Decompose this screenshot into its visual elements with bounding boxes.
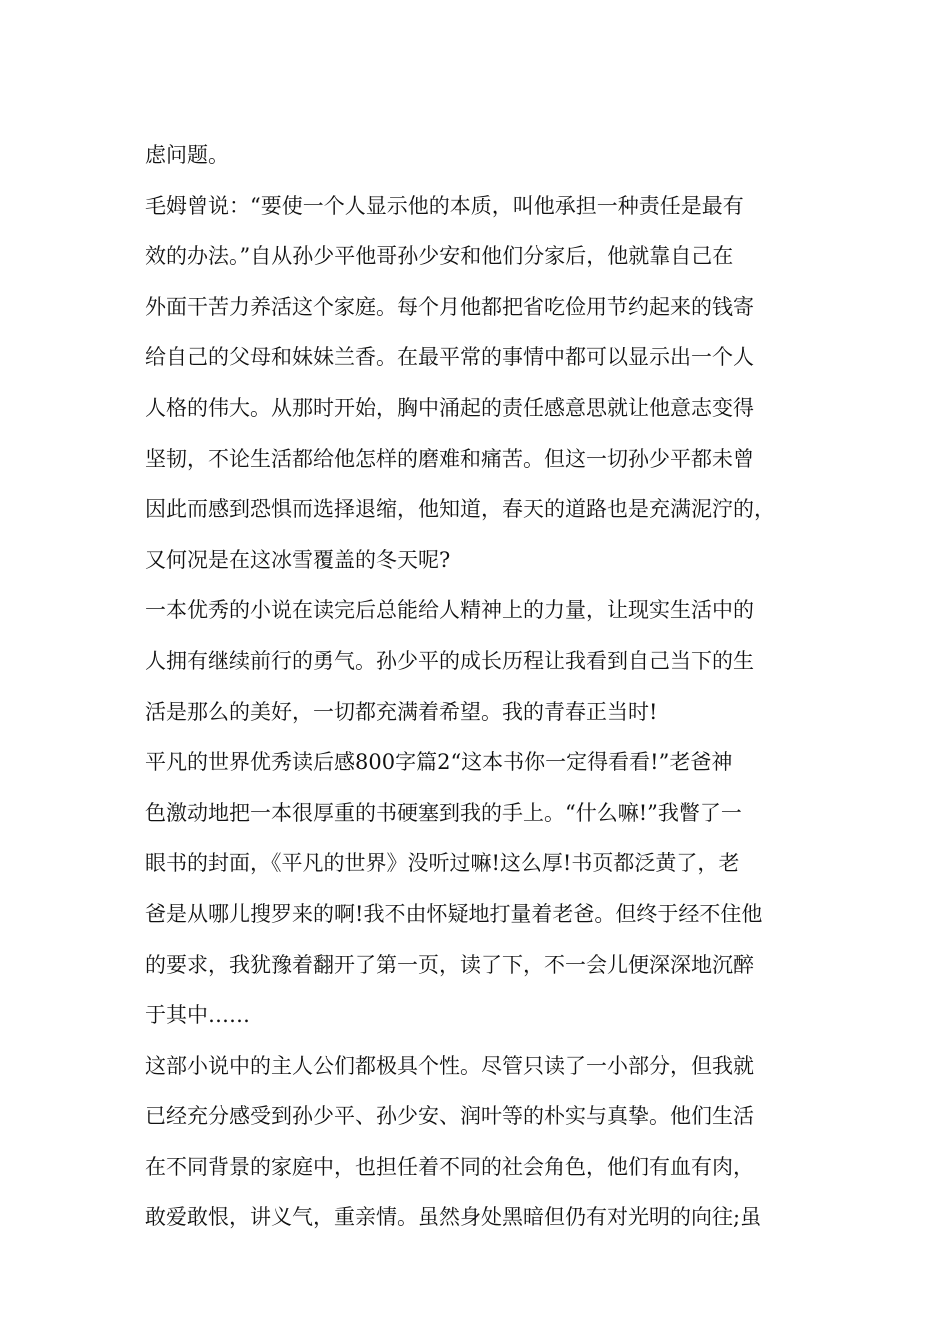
text-line: 人拥有继续前行的勇气。孙少平的成长历程让我看到自己当下的生 — [145, 648, 754, 673]
text-line: 因此而感到恐惧而选择退缩，他知道，春天的道路也是充满泥泞的， — [145, 497, 775, 522]
text-line: 于其中…… — [145, 1003, 250, 1028]
document-body — [145, 130, 815, 1243]
text-line: 外面干苦力养活这个家庭。每个月他都把省吃俭用节约起来的钱寄 — [145, 294, 754, 319]
text-line: 又何况是在这冰雪覆盖的冬天呢? — [145, 547, 451, 572]
text-line: 这部小说中的主人公们都极具个性。尽管只读了一小部分，但我就 — [145, 1053, 754, 1078]
text-line: 给自己的父母和妹妹兰香。在最平常的事情中都可以显示出一个人 — [145, 345, 754, 370]
text-line: 效的办法。”自从孙少平他哥孙少安和他们分家后，他就靠自己在 — [145, 244, 734, 269]
text-line: 活是那么的美好，一切都充满着希望。我的青春正当时! — [145, 699, 658, 724]
text-line: 在不同背景的家庭中，也担任着不同的社会角色，他们有血有肉， — [145, 1154, 754, 1179]
text-line: 虑问题。 — [145, 143, 229, 167]
text-line: 敢爱敢恨，讲义气，重亲情。虽然身处黑暗但仍有对光明的向往;虽 — [145, 1205, 762, 1230]
text-line: 一本优秀的小说在读完后总能给人精神上的力量，让现实生活中的 — [145, 598, 754, 623]
text-line: 坚韧，不论生活都给他怎样的磨难和痛苦。但这一切孙少平都未曾 — [145, 446, 754, 471]
text-line: 人格的伟大。从那时开始，胸中涌起的责任感意思就让他意志变得 — [145, 395, 754, 420]
text-line: 爸是从哪儿搜罗来的啊!我不由怀疑地打量着老爸。但终于经不住他 — [145, 901, 763, 926]
text-line: 已经充分感受到孙少平、孙少安、润叶等的朴实与真挚。他们生活 — [145, 1104, 754, 1129]
text-line: 色激动地把一本很厚重的书硬塞到我的手上。“什么嘛!”我瞥了一 — [145, 800, 742, 825]
text-line: 毛姆曾说：“要使一个人显示他的本质，叫他承担一种责任是最有 — [145, 193, 744, 218]
text-line: 眼书的封面，《平凡的世界》没听过嘛!这么厚!书页都泛黄了，老 — [145, 851, 740, 876]
text-line: 平凡的世界优秀读后感800字篇2“这本书你一定得看看!”老爸神 — [145, 750, 733, 775]
text-line: 的要求，我犹豫着翻开了第一页，读了下，不一会儿便深深地沉醉 — [145, 952, 754, 977]
